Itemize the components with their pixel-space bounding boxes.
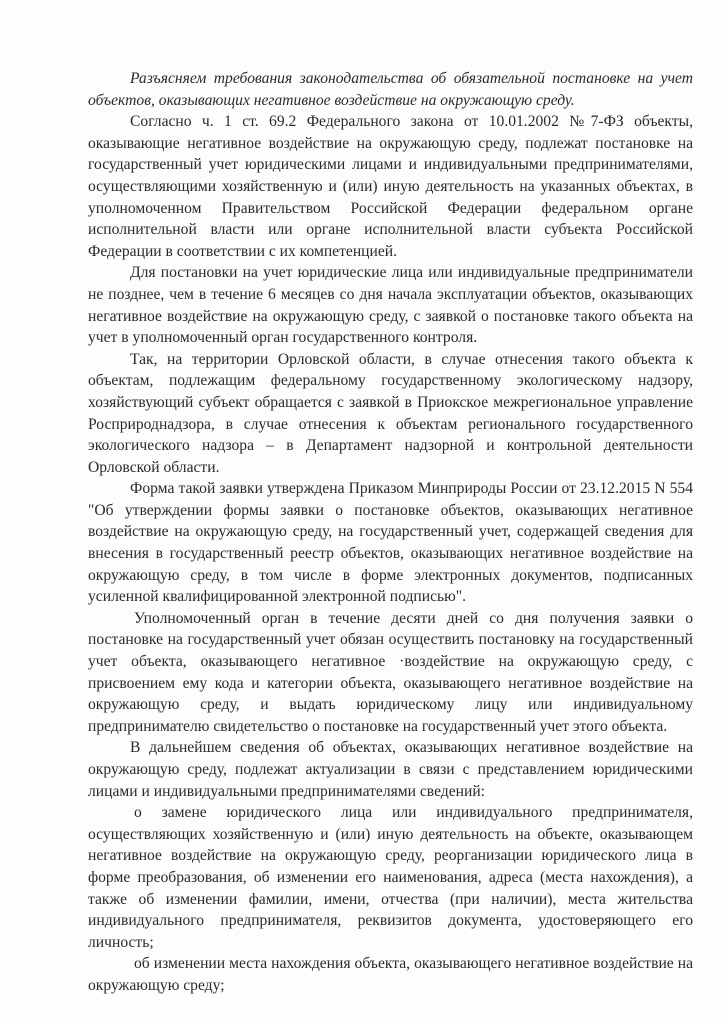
paragraph-authorized-body: Уполномоченный орган в течение десяти дней со дня получения заявки о постановке на государственный учет обязан осуществить постановку на государственный учет объекта, оказывающего негативное ·воздействие на окружающую среду, с присвоением ему кода и категории объекта, оказывающего негативное воздействие на окружающую среду, и выдать юридическому лицу или индивидуальному предпринимателю свидетельство о постановке на государственный учет этого объекта. bbox=[88, 609, 693, 735]
paragraph-replacement-entity: о замене юридического лица или индивидуального предпринимателя, осуществляющих хозяйственную и (или) иную деятельность на объекте, оказывающем негативное воздействие на окружающую среду, реорганизации юридического лица в форме преобразования, об изменении его наименования, адреса (места нахождения), а также об изменении фамилии, имени, отчества (при наличии), места жительства индивидуального предпринимателя, реквизитов документа, удостоверяющего его личность; bbox=[88, 804, 693, 951]
paragraph-application-form: Форма такой заявки утверждена Приказом Минприроды России от 23.12.2015 N 554 "Об утверждении формы заявки о постановке объектов, оказывающих негативное воздействие на окружающую среду, на государственный учет, содержащей сведения для внесения в государственный реестр объектов, оказывающих негативное воздействие на окружающую среду, в том числе в форме электронных документов, подписанных усиленной квалифицированной электронной подписью". bbox=[88, 480, 693, 606]
paragraph-location-change: об изменении места нахождения объекта, оказывающего негативное воздействие на окружающую среду; bbox=[88, 955, 693, 994]
paragraph-registration-deadline: Для постановки на учет юридические лица или индивидуальные предприниматели не позднее, чем в течение 6 месяцев со дня начала эксплуатации объектов, оказывающих негативное воздействие на окружающую среду, с заявкой о постановке такого объекта на учет в уполномоченный орган государственного контроля. bbox=[88, 264, 693, 347]
paragraph-law-reference: Согласно ч. 1 ст. 69.2 Федерального закона от 10.01.2002 №7-ФЗ объекты, оказывающие негативное воздействие на окружающую среду, подлежат постановке на государственный учет юридическими лицами и индивидуальными предпринимателями, осуществляющими хозяйственную и (или) иную деятельность на указанных объектах, в уполномоченном Правительством Российской Федерации федеральном органе исполнительной власти или органе исполнительной власти субъекта Российской Федерации в соответствии с их компетенцией. bbox=[88, 113, 693, 260]
paragraph-update-info: В дальнейшем сведения об объектах, оказывающих негативное воздействие на окружающую среду, подлежат актуализации в связи с представлением юридическими лицами и индивидуальными предпринимателями сведений: bbox=[88, 739, 693, 800]
paragraph-oryol-region: Так, на территории Орловской области, в случае отнесения такого объекта к объектам, подлежащим федеральному государственному экологическому надзору, хозяйствующий субъект обращается с заявкой в Приокское межрегиональное управление Росприроднадзора, в случае отнесения к объектам регионального государственного экологического надзора – в Департамент надзорной и контрольной деятельности Орловской области. bbox=[88, 350, 693, 476]
intro-heading: Разъясняем требования законодательства об обязательной постановке на учет объектов, оказывающих негативное воздействие на окружающую среду. bbox=[88, 70, 693, 109]
